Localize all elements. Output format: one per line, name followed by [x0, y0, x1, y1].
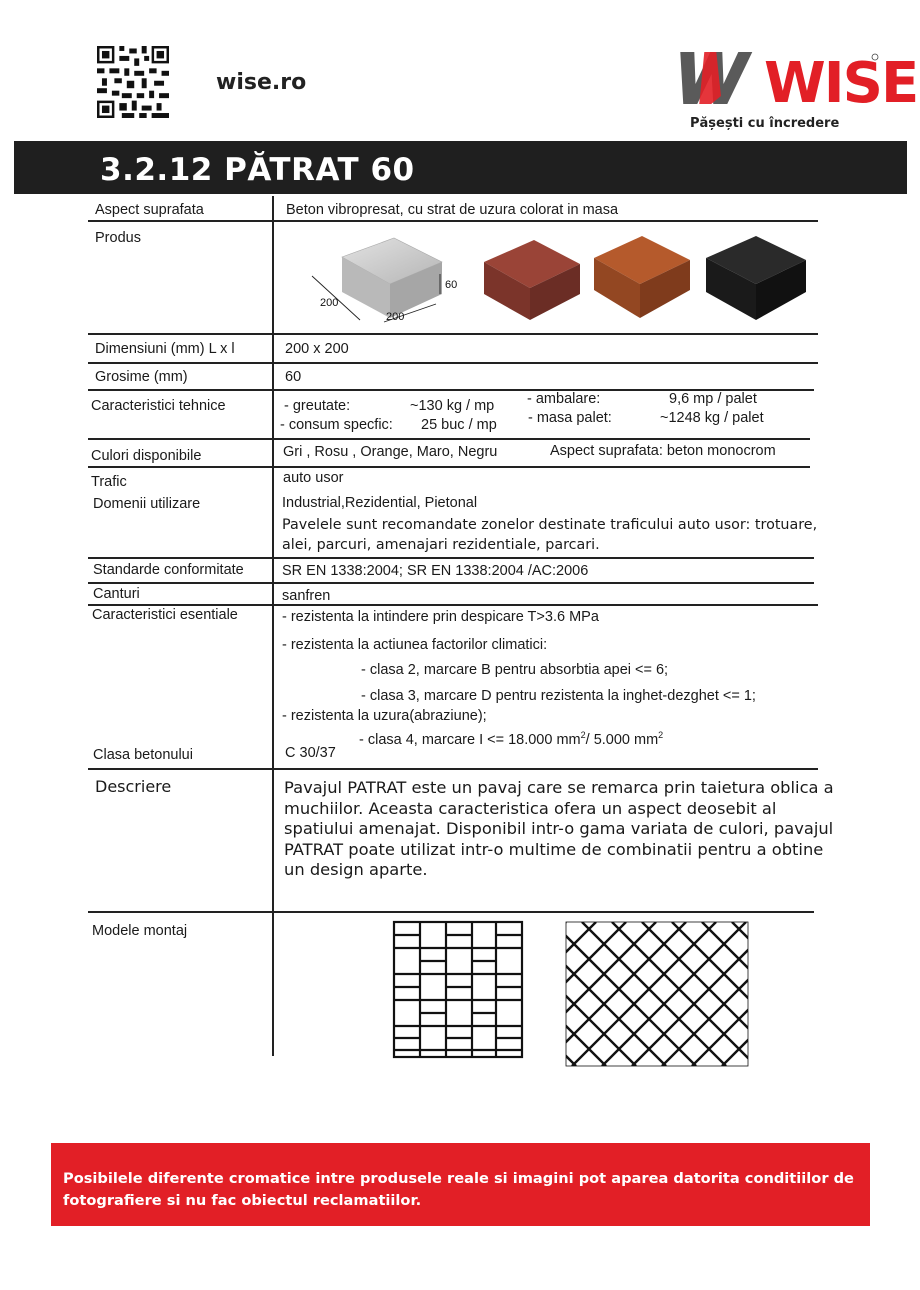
- value-trafic: auto usor: [283, 470, 344, 486]
- greutate-value: ~130 kg / mp: [410, 398, 495, 414]
- label-domenii: Domenii utilizare: [93, 496, 201, 512]
- value-clasa: C 30/37: [285, 745, 336, 761]
- dim-label-60: 60: [445, 279, 458, 291]
- value-standarde: SR EN 1338:2004; SR EN 1338:2004 /AC:2006: [282, 563, 589, 579]
- esentiale-line-3: - clasa 2, marcare B pentru absorbtia apei <= 6;: [361, 662, 669, 678]
- row-divider: [88, 604, 818, 606]
- paver-black: [706, 236, 806, 320]
- label-descriere: Descriere: [95, 777, 172, 796]
- domenii-note: Pavelele sunt recomandate zonelor destinate traficului auto usor: trotuare, alei, parcuri, amenajari rezidentiale, parcari.: [282, 517, 818, 553]
- label-dimensiuni: Dimensiuni (mm) L x l: [95, 341, 235, 357]
- page-title: 3.2.12 PĂTRAT 60: [100, 152, 415, 188]
- esentiale-line-2: - rezistenta la actiunea factorilor climatici:: [282, 637, 548, 653]
- website-url[interactable]: wise.ro: [216, 70, 307, 95]
- value-canturi: sanfren: [282, 588, 331, 604]
- row-divider: [88, 768, 818, 770]
- row-divider: [88, 362, 818, 364]
- row-divider: [88, 438, 810, 440]
- product-images: [310, 232, 810, 328]
- value-aspect-monocrom: Aspect suprafata: beton monocrom: [550, 443, 776, 459]
- label-culori: Culori disponibile: [91, 448, 202, 464]
- label-modele: Modele montaj: [92, 923, 188, 939]
- label-standarde: Standarde conformitate: [93, 562, 244, 578]
- consum-label: - consum specfic:: [280, 417, 393, 433]
- label-produs: Produs: [95, 230, 141, 246]
- ambalare-label: - ambalare:: [527, 391, 601, 407]
- esentiale-line-5: - rezistenta la uzura(abraziune);: [282, 708, 487, 724]
- esentiale-line-6: - clasa 4, marcare I <= 18.000 $mm^2/$ 5.000 $mm^2$: [359, 730, 664, 748]
- row-divider: [88, 220, 818, 222]
- row-divider: [88, 557, 814, 559]
- brand-tagline: Pășești cu încredere: [690, 116, 840, 131]
- ambalare-value: 9,6 mp / palet: [669, 391, 757, 407]
- value-dimensiuni: 200 x 200: [285, 341, 349, 357]
- label-canturi: Canturi: [93, 586, 140, 602]
- paver-gray: [342, 238, 442, 318]
- row-divider: [88, 333, 818, 335]
- value-descriere: Pavajul PATRAT este un pavaj care se remarca prin taietura oblica a muchiilor. Aceasta caracteristica ofera un aspect deosebit al spatiului amenajat. Disponibil intr-o gama variata de culori, pavajul PATRAT poate utilizat intr-o multime de combinatii pentru a obtine un design aparte.: [284, 778, 834, 879]
- paver-orange: [594, 236, 690, 318]
- esentiale-line-4: - clasa 3, marcare D pentru rezistenta la inghet-dezghet <= 1;: [361, 688, 756, 704]
- value-grosime: 60: [285, 369, 302, 385]
- value-domenii: Industrial,Rezidential, Pietonal: [282, 495, 478, 511]
- dim-label-200b: 200: [386, 311, 405, 323]
- row-divider: [88, 911, 814, 913]
- greutate-label: - greutate:: [284, 398, 351, 414]
- masa-value: ~1248 kg / palet: [660, 410, 764, 426]
- logo-wordmark: WISE: [764, 51, 918, 116]
- qr-code: [97, 46, 169, 118]
- masa-label: - masa palet:: [528, 410, 612, 426]
- row-divider: [88, 466, 810, 468]
- paver-red: [484, 240, 580, 320]
- dim-label-200a: 200: [320, 297, 339, 309]
- esentiale-line-1: - rezistenta la intindere prin despicare T>3.6 MPa: [282, 609, 599, 625]
- column-divider: [272, 196, 274, 1056]
- label-caracteristici-tehnice: Caracteristici tehnice: [91, 398, 226, 414]
- label-trafic: Trafic: [91, 474, 127, 490]
- value-culori: Gri , Rosu , Orange, Maro, Negru: [283, 444, 498, 460]
- disclaimer-text: Posibilele diferente cromatice intre produsele reale si imagini pot aparea datorita conditiilor de fotografiere si nu fac obiectul reclamatiilor.: [63, 1170, 854, 1209]
- consum-value: 25 buc / mp: [421, 417, 497, 433]
- label-clasa: Clasa betonului: [93, 747, 193, 763]
- label-caracteristici-esentiale: Caracteristici esentiale: [92, 607, 238, 623]
- row-divider: [88, 582, 814, 584]
- pattern-running-bond: [392, 920, 526, 1060]
- label-aspect: Aspect suprafata: [95, 202, 204, 218]
- pattern-diagonal: [562, 918, 752, 1070]
- label-grosime: Grosime (mm): [95, 369, 188, 385]
- value-aspect: Beton vibropresat, cu strat de uzura colorat in masa: [286, 202, 619, 218]
